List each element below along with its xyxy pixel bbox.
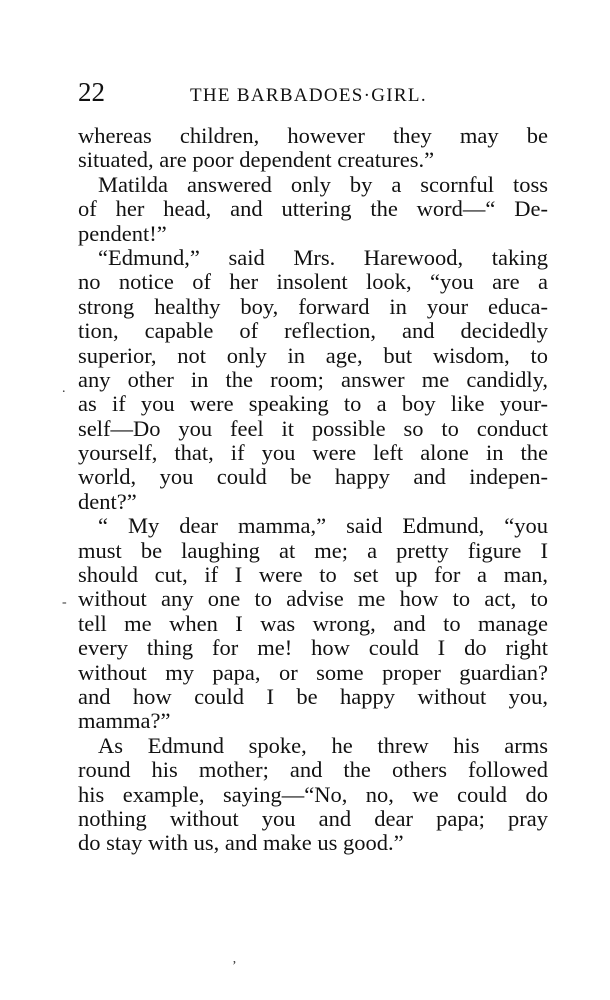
text-line: As Edmund spoke, he threw his arms [98, 732, 548, 758]
text-line: round his mother; and the others followed [78, 757, 548, 783]
text-line: no notice of her insolent look, “you are a [78, 269, 548, 295]
print-speck: - [62, 595, 67, 610]
text-line: of her head, and uttering the word—“ De- [78, 196, 548, 222]
text-line: self—Do you feel it possible so to conduct [78, 415, 548, 441]
running-title: THE BARBADOES·GIRL. [190, 85, 427, 106]
text-line: whereas children, however they may be [78, 123, 548, 148]
text-line: do stay with us, and make us good.” [78, 830, 404, 856]
text-line: mamma?” [78, 708, 171, 734]
text-line: tion, capable of reflection, and decidedly [78, 318, 548, 344]
text-line: without any one to advise me how to act, to [78, 586, 548, 612]
page-header [78, 72, 548, 112]
text-line: and how could I be happy without you, [78, 683, 548, 709]
text-line: Matilda answered only by a scornful toss [98, 171, 548, 197]
text-line: must be laughing at me; a pretty figure I [78, 537, 548, 563]
text-line: nothing without you and dear papa; pray [78, 805, 548, 831]
text-line: his example, saying—“No, no, we could do [78, 781, 548, 807]
text-line: superior, not only in age, but wisdom, to [78, 342, 548, 368]
text-line: should cut, if I were to set up for a man, [78, 562, 548, 588]
text-line: without my papa, or some proper guardian? [78, 659, 548, 685]
text-line: situated, are poor dependent creatures.” [78, 147, 435, 173]
print-speck: ’ [232, 959, 237, 974]
print-speck: . [62, 381, 66, 396]
text-line: as if you were speaking to a boy like your- [78, 391, 548, 417]
text-line: pendent!” [78, 220, 167, 246]
page-number: 22 [78, 77, 105, 107]
text-line: strong healthy boy, forward in your educa- [78, 293, 548, 319]
text-line: world, you could be happy and indepen- [78, 464, 548, 490]
text-line: tell me when I was wrong, and to manage [78, 610, 548, 636]
text-line: “ My dear mamma,” said Edmund, “you [98, 513, 548, 539]
text-line: dent?” [78, 488, 137, 514]
text-line: “Edmund,” said Mrs. Harewood, taking [98, 244, 548, 270]
text-line: every thing for me! how could I do right [78, 635, 548, 661]
body-text [78, 124, 548, 856]
text-line: any other in the room; answer me candidly, [78, 366, 548, 392]
text-line: yourself, that, if you were left alone in the [78, 440, 548, 466]
